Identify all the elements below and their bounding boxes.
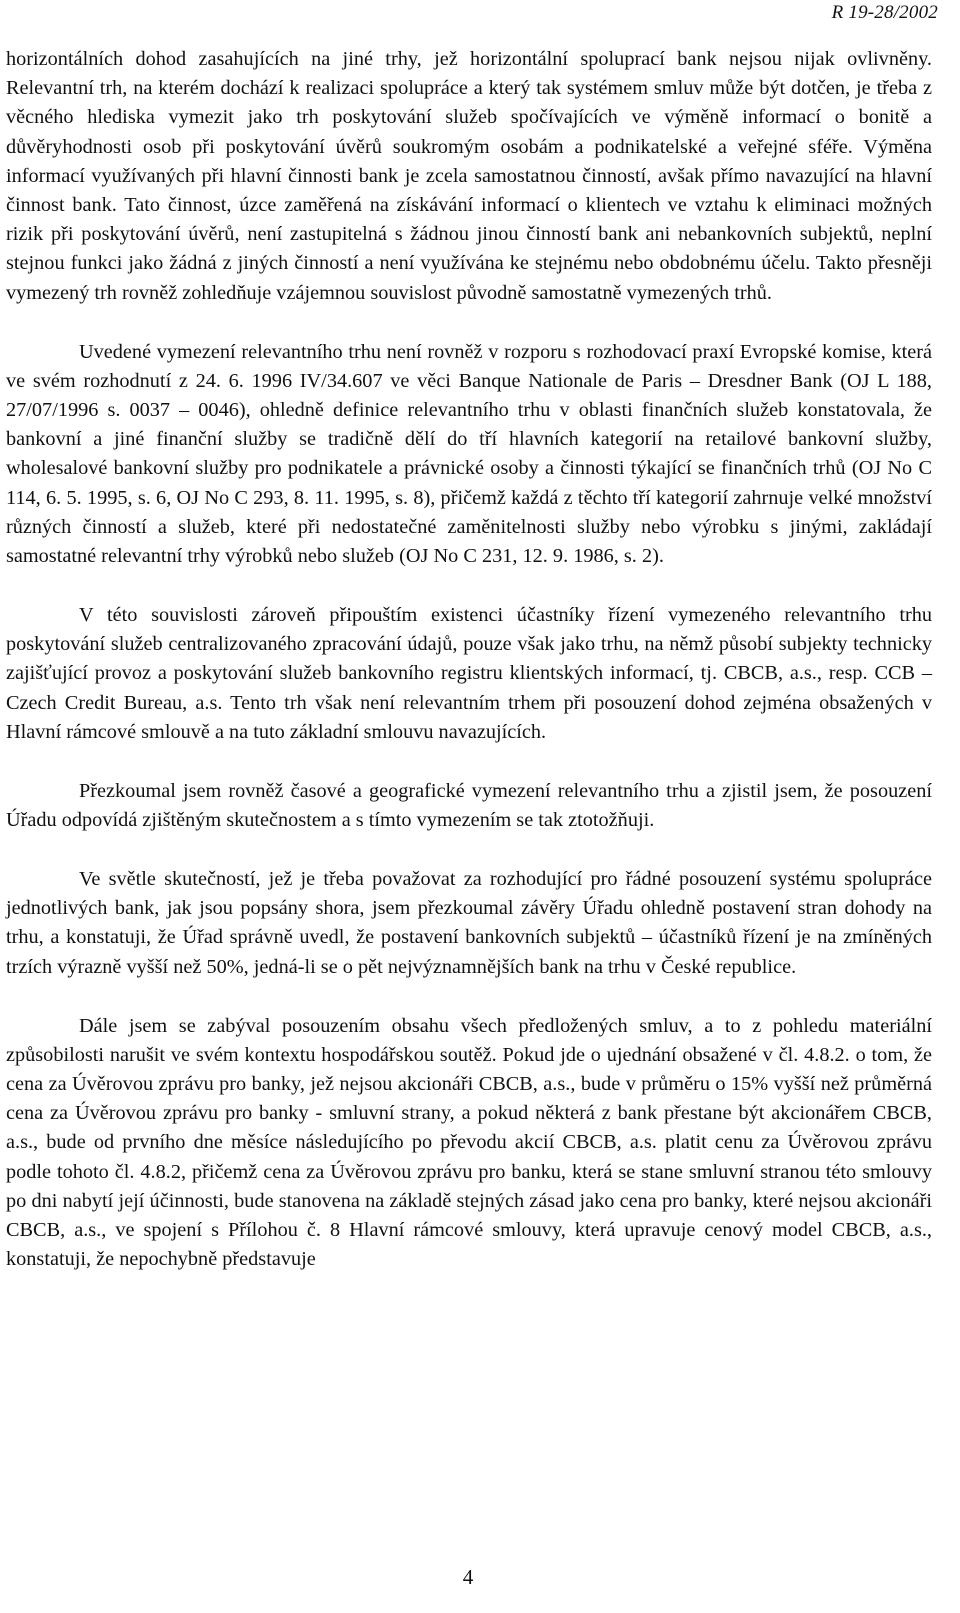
paragraph-market-definition: horizontálních dohod zasahujících na jiné trhy, jež horizontální spoluprací bank nejsou nijak ovlivněny. Relevantní trh, na kterém dochází k realizaci spolupráce a který tak systémem smluv může být dotčen, je třeba z věcného hlediska vymezit jako trh poskytování služeb spočívajících ve výměně informací o bonitě a důvěryhodnosti osob při poskytování úvěrů soukromým osobám a podnikatelské a veřejné sféře. Výměna informací využívaných při hlavní činnosti bank je zcela samostatnou činností, avšak přímo navazující na hlavní činnost bank. Tato činnost, úzce zaměřená na získávání informací o klientech ve vztahu k eliminaci možných rizik při poskytování úvěrů, není zastupitelná s žádnou jinou činností bank ani nebankovních subjektů, neplní stejnou funkci jako žádná z jiných činností a není využívána ke stejnému nebo obdobnému účelu. Takto přesněji vymezený trh rovněž zohledňuje vzájemnou souvislost původně samostatně vymezených trhů. — [6, 48, 932, 304]
paragraph-contract-assessment: Dále jsem se zabýval posouzením obsahu všech předložených smluv, a to z pohledu materiální způsobilosti narušit ve svém kontextu hospodářskou soutěž. Pokud jde o ujednání obsažené v čl. 4.8.2. o tom, že cena za Úvěrovou zprávu pro banky, jež nejsou akcionáři CBCB, a.s., bude v průměru o 15% vyšší než průměrná cena za Úvěrovou zprávu pro banky - smluvní strany, a pokud některá z bank přestane být akcionářem CBCB, a.s., bude od prvního dne měsíce následujícího po převodu akcií CBCB, a.s. platit cenu za Úvěrovou zprávu podle tohoto čl. 4.8.2, přičemž cena za Úvěrovou zprávu pro banku, která se stane smluvní stranou této smlouvy po dni nabytí její účinnosti, bude stanovena na základě stejných zásad jako cena pro banky, které nejsou akcionáři CBCB, a.s., ve spojení s Přílohou č. 8 Hlavní rámcové smlouvy, která upravuje cenový model CBCB, a.s., konstatuji, že nepochybně představuje — [6, 1014, 932, 1271]
paragraph-temporal-geographic: Přezkoumal jsem rovněž časové a geografické vymezení relevantního trhu a zjistil jsem, že posouzení Úřadu odpovídá zjištěným skutečnostem a s tímto vymezením se tak ztotožňuji. — [6, 779, 932, 832]
page-number: 4 — [462, 1565, 474, 1589]
paragraph-market-position: Ve světle skutečností, jež je třeba považovat za rozhodující pro řádné posouzení systému spolupráce jednotlivých bank, jak jsou popsány shora, jsem přezkoumal závěry Úřadu ohledně postavení stran dohody na trhu, a konstatuji, že Úřad správně uvedl, že postavení bankovních subjektů – účastníků řízení je na zmíněných trzích výrazně vyšší než 50%, jedná-li se o pět nejvýznamnějších bank na trhu v České republice. — [6, 868, 932, 978]
document-reference: R 19-28/2002 — [831, 2, 938, 23]
paragraph-data-processing-market: V této souvislosti zároveň připouštím existenci účastníky řízení vymezeného relevantního trhu poskytování služeb centralizovaného zpracování údajů, pouze však jako trhu, na němž působí subjekty technicky zajišťující provoz a poskytování služeb bankovního registru klientských informací, tj. CBCB, a.s., resp. CCB – Czech Credit Bureau, a.s. Tento trh však není relevantním trhem při posouzení dohod zejména obsažených v Hlavní rámcové smlouvě a na tuto základní smlouvu navazujících. — [6, 604, 932, 743]
paragraph-eu-commission-practice: Uvedené vymezení relevantního trhu není rovněž v rozporu s rozhodovací praxí Evropské komise, která ve svém rozhodnutí z 24. 6. 1996 IV/34.607 ve věci Banque Nationale de Paris – Dresdner Bank (OJ L 188, 27/07/1996 s. 0037 – 0046), ohledně definice relevantního trhu v oblasti finančních služeb konstatovala, že bankovní a jiné finanční služby se tradičně dělí do tří hlavních kategorií na retailové bankovní služby, wholesalové bankovní služby pro podnikatele a právnické osoby a činnosti týkající se finančních trhů (OJ No C 114, 6. 5. 1995, s. 6, OJ No C 293, 8. 11. 1995, s. 8), přičemž každá z těchto tří kategorií zahrnuje velké množství různých činností a služeb, které při nedostatečné zaměnitelnosti služby nebo výrobku s jinými, zakládají samostatné relevantní trhy výrobků nebo služeb (OJ No C 231, 12. 9. 1986, s. 2). — [6, 340, 932, 568]
document-body — [6, 45, 932, 1275]
